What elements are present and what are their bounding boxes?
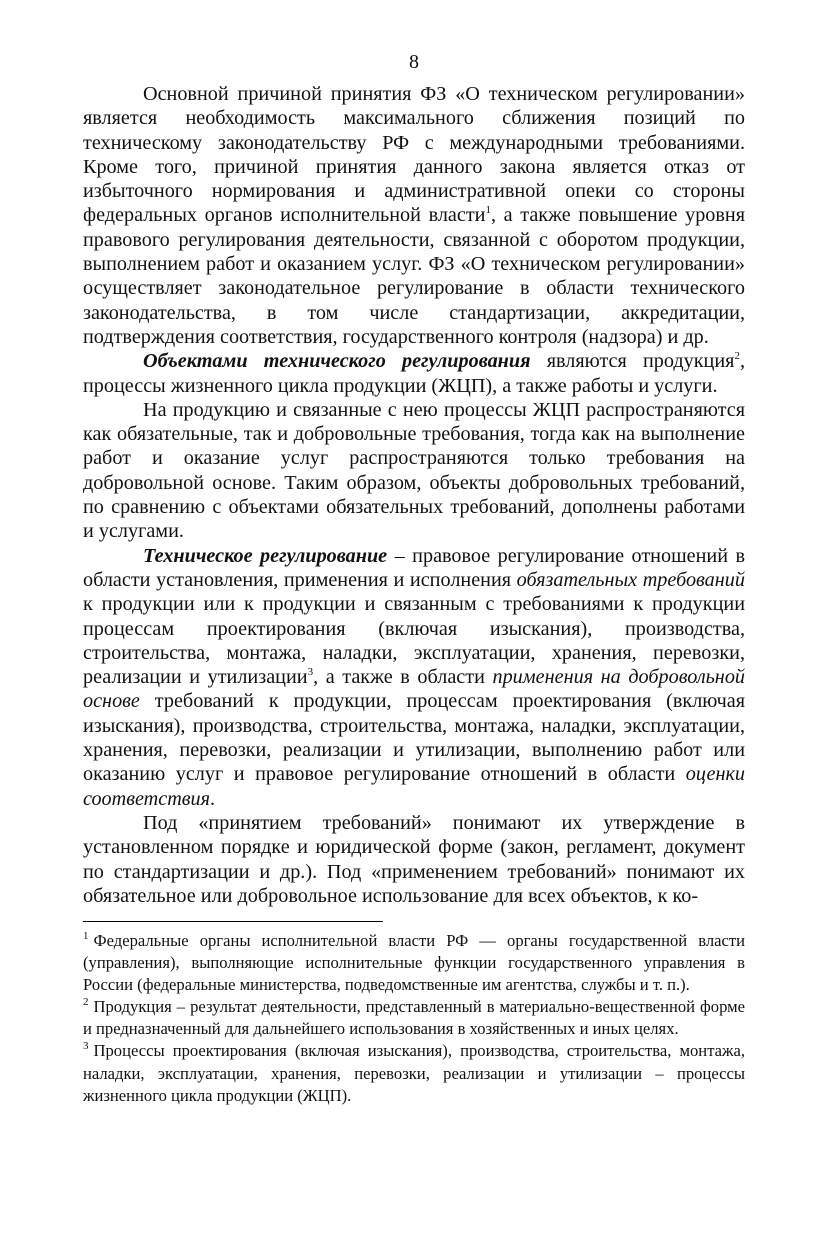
paragraph-1-continuation: , а также повышение уровня правового регулирования деятельности, связанной с оборотом продукции, выполнением работ и оказанием услуг. ФЗ «О техническом регулировании» осуществляет законодательное регулирование в области технического законодательства, в том числе стандартизации, аккредитации, подтверждения соответствия, государственного контроля (надзора) и др. xyxy=(83,204,745,348)
emphasis-mandatory-requirements: обязательных требований xyxy=(516,568,745,591)
footnote-3 xyxy=(83,1040,745,1106)
footnote-ref-3: 3 xyxy=(307,666,314,679)
paragraph-4-part-e: . xyxy=(210,787,216,810)
paragraph-4-part-b: к продукции или к продукции и связанным с требованиями к продукции процессам проектирования (включая изыскания), производства, строительства, монтажа, наладки, эксплуатации, хранения, перевозки, реализации и утилизации xyxy=(83,593,745,689)
footnotes xyxy=(83,930,745,1107)
footnote-3-text: Процессы проектирования (включая изыскания), производства, строительства, монтажа, наладки, эксплуатации, хранения, перевозки, реализации и утилизации – процессы жизненного цикла продукции (ЖЦП). xyxy=(83,1041,745,1105)
footnote-2 xyxy=(83,996,745,1040)
paragraph-4-part-a: – правовое регулирование отношений в области установления, применения и исполнения xyxy=(83,544,745,591)
paragraph-2 xyxy=(83,349,745,398)
footnote-1 xyxy=(83,930,745,996)
term-technical-regulation: Техническое регулирование xyxy=(143,544,388,567)
paragraph-2-text: являются продукция xyxy=(530,350,735,373)
paragraph-3: На продукцию и связанные с нею процессы ЖЦП распространяются как обязательные, так и добровольные требования, тогда как на выполнение работ и оказание услуг распространяются только требования на добровольной основе. Таким образом, объекты добровольных требований, по сравнению с объектами обязательных требований, дополнены работами и услугами. xyxy=(83,398,745,543)
paragraph-1 xyxy=(83,82,745,349)
paragraph-2-continuation: , процессы жизненного цикла продукции (ЖЦП), а также работы и услуги. xyxy=(83,350,745,397)
paragraph-1-text: Основной причиной принятия ФЗ «О техническом регулировании» является необходимость максимального сближения позиций по техническому законодательству РФ с международными требованиями. Кроме того, причиной принятия данного закона является отказ от избыточного нормирования и административной опеки со стороны федеральных органов исполнительной власти xyxy=(83,83,745,227)
footnote-3-number: 3 xyxy=(83,1040,89,1053)
footnote-ref-2: 2 xyxy=(734,350,740,363)
paragraph-4-part-c: , а также в области xyxy=(313,666,493,689)
footnote-2-number: 2 xyxy=(83,996,89,1009)
paragraph-4 xyxy=(83,544,745,811)
footnote-separator xyxy=(83,921,383,922)
term-objects: Объектами технического регулирования xyxy=(143,350,531,373)
footnote-1-number: 1 xyxy=(83,930,89,942)
emphasis-conformity-assessment: оценки соответствия xyxy=(83,763,745,810)
paragraph-4-part-d: требований к продукции, процессам проектирования (включая изыскания), производства, строительства, монтажа, наладки, эксплуатации, хранения, перевозки, реализации и утилизации, выполнению работ или оказанию услуг и правовое регулирование отношений в области xyxy=(83,690,745,786)
paragraph-5: Под «принятием требований» понимают их утверждение в установленном порядке и юридической форме (закон, регламент, документ по стандартизации и др.). Под «применением требований» понимают их обязательное или добровольное использование для всех объектов, к ко- xyxy=(83,811,745,907)
footnote-ref-1: 1 xyxy=(485,204,491,217)
footnote-2-text: Продукция – результат деятельности, представленный в материально-вещественной форме и предназначенный для дальнейшего использования в хозяйственных и иных целях. xyxy=(83,997,745,1039)
page-number: 8 xyxy=(409,51,419,73)
emphasis-voluntary-application: применения на добровольной основе xyxy=(83,666,746,713)
footnote-1-text: Федеральные органы исполнительной власти РФ — органы государственной власти (управления), выполняющие исполнительные функции государственного управления в России (федеральные министерства, подведомственные им агентства, службы и т. п.). xyxy=(83,931,745,995)
main-text xyxy=(83,82,745,908)
